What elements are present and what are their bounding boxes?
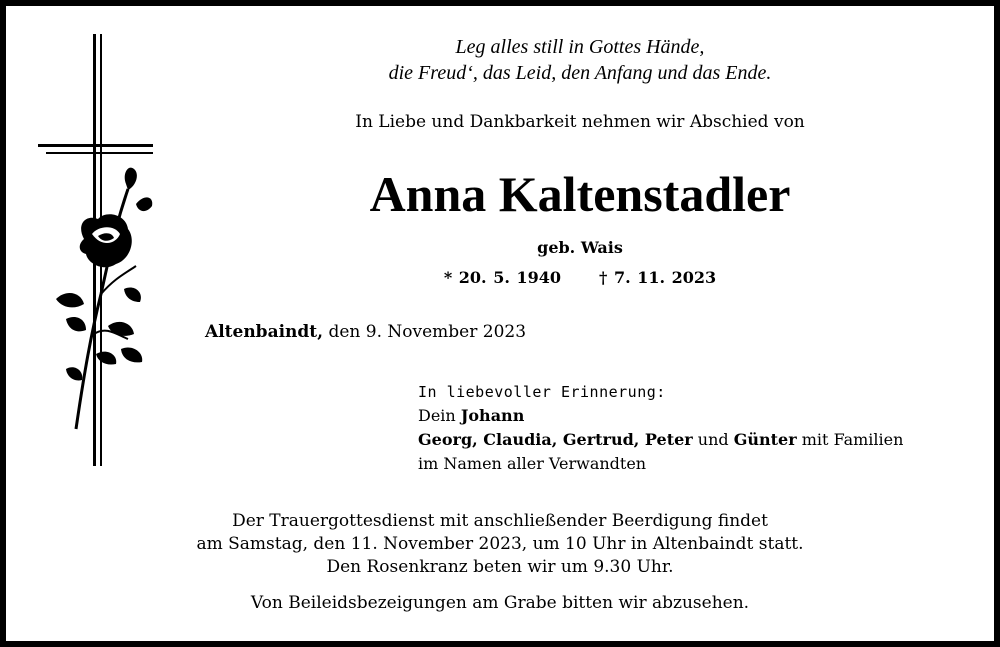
condolence-note: Von Beileidsbezeigungen am Grabe bitten wir abzusehen.	[250, 593, 750, 613]
signoff-line-3: im Namen aller Verwandten	[418, 454, 647, 473]
service-line-2: am Samstag, den 11. November 2023, um 10 Uhr in Altenbaindt statt.	[196, 534, 804, 554]
signoff-families: mit Familien	[796, 430, 904, 449]
place-and-date	[205, 320, 526, 344]
service-info	[0, 510, 1000, 579]
child-name-last: Günter	[733, 430, 797, 449]
birth-date: * 20. 5. 1940	[443, 268, 561, 287]
signoff-prefix: Dein	[418, 406, 456, 425]
death-date: † 7. 11. 2023	[599, 268, 717, 287]
intro-text: In Liebe und Dankbarkeit nehmen wir Abschied von	[355, 112, 805, 132]
poem-line-1: Leg alles still in Gottes Hände,	[455, 36, 705, 58]
notice-date: den 9. November 2023	[328, 322, 527, 342]
spouse-name: Johann	[460, 406, 525, 425]
memorial-poem	[300, 34, 860, 86]
children-names: Georg, Claudia, Gertrud, Peter	[418, 430, 693, 449]
life-dates	[300, 266, 860, 290]
cross-with-rose-icon	[36, 34, 166, 474]
place: Altenbaindt,	[205, 322, 324, 342]
signoff-line-1	[418, 404, 903, 428]
deceased-name: Anna Kaltenstadler	[369, 166, 791, 222]
signoff-connector: und	[692, 430, 734, 449]
signoff-line-2	[418, 428, 903, 452]
mourners-signoff	[418, 380, 903, 476]
service-line-1: Der Trauergottesdienst mit anschließender Beerdigung findet	[232, 511, 768, 531]
service-line-3: Den Rosenkranz beten wir um 9.30 Uhr.	[326, 557, 674, 577]
poem-line-2: die Freud‘, das Leid, den Anfang und das Ende.	[388, 62, 772, 84]
signoff-heading: In liebevoller Erinnerung:	[418, 383, 666, 401]
birth-name: geb. Wais	[537, 238, 623, 257]
